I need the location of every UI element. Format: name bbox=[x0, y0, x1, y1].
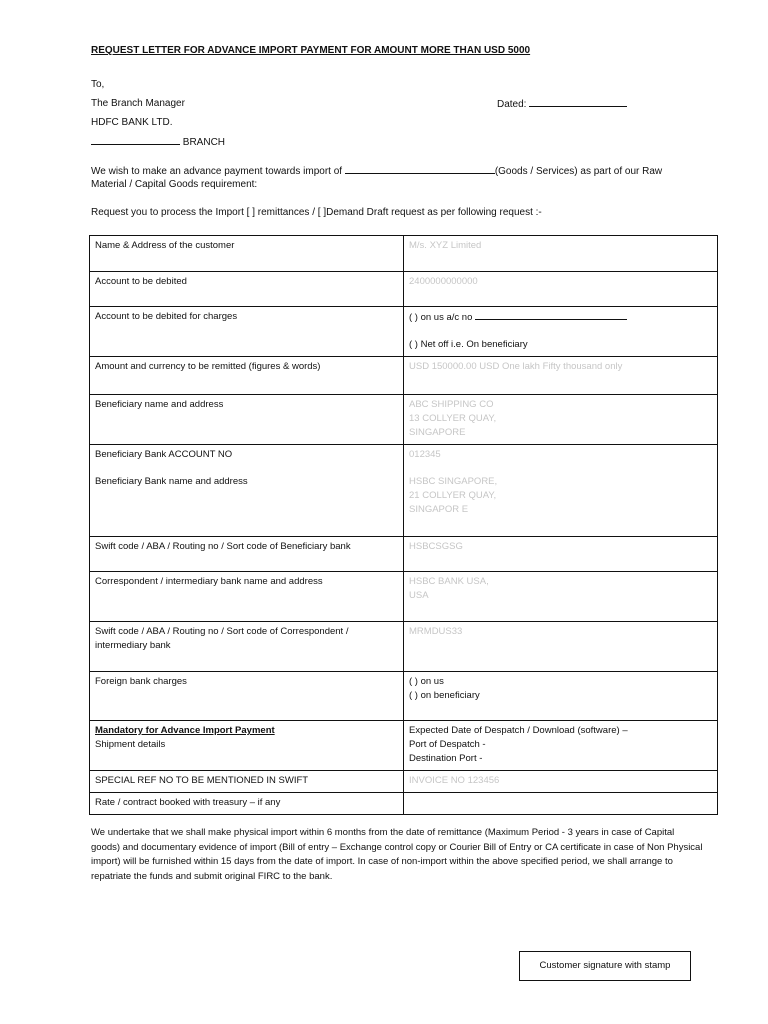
intro-text: We wish to make an advance payment towards import of bbox=[91, 166, 343, 177]
table-row bbox=[90, 445, 718, 537]
cell-label: Account to be debited for charges bbox=[90, 307, 404, 357]
request-line: Request you to process the Import [ ] remittances / [ ]Demand Draft request as per following request :- bbox=[91, 207, 542, 218]
port-despatch-label: Port of Despatch - bbox=[409, 739, 486, 750]
table-row bbox=[90, 622, 718, 672]
cell-value: HSBC BANK USA, bbox=[409, 576, 489, 587]
swift-ben-value[interactable] bbox=[404, 537, 718, 572]
table-row bbox=[90, 395, 718, 445]
rate-value[interactable] bbox=[404, 793, 718, 815]
table-row bbox=[90, 537, 718, 572]
dated-field[interactable] bbox=[497, 97, 627, 112]
cell-value: INVOICE NO 123456 bbox=[409, 775, 500, 786]
table-row bbox=[90, 721, 718, 771]
cell-value: 21 COLLYER QUAY, bbox=[409, 490, 497, 501]
despatch-date-label: Expected Date of Despatch / Download (software) – bbox=[409, 725, 628, 736]
cell-label bbox=[90, 721, 404, 771]
signature-label: Customer signature with stamp bbox=[539, 959, 671, 971]
table-row bbox=[90, 272, 718, 307]
cell-label: SPECIAL REF NO TO BE MENTIONED IN SWIFT bbox=[90, 771, 404, 793]
customer-value[interactable] bbox=[404, 236, 718, 272]
branch-blank[interactable] bbox=[91, 135, 180, 145]
cell-label: Swift code / ABA / Routing no / Sort code of Beneficiary bank bbox=[90, 537, 404, 572]
cell-value: 13 COLLYER QUAY, bbox=[409, 413, 497, 424]
cell-value: HSBCSGSG bbox=[409, 541, 463, 552]
cell-value: SINGAPORE bbox=[409, 427, 466, 438]
page-title: REQUEST LETTER FOR ADVANCE IMPORT PAYMENT FOR AMOUNT MORE THAN USD 5000 bbox=[91, 45, 531, 56]
swift-corr-value[interactable] bbox=[404, 622, 718, 672]
destination-port-label: Destination Port - bbox=[409, 753, 483, 764]
address-bank: HDFC BANK LTD. bbox=[91, 117, 173, 128]
cell-label: Amount and currency to be remitted (figures & words) bbox=[90, 357, 404, 395]
cell-label: Name & Address of the customer bbox=[90, 236, 404, 272]
request-table bbox=[89, 235, 718, 815]
ben-bank-value[interactable] bbox=[404, 445, 718, 537]
table-row bbox=[90, 771, 718, 793]
cell-value: SINGAPOR E bbox=[409, 504, 469, 515]
charges-option-net-off[interactable]: ( ) Net off i.e. On beneficiary bbox=[409, 339, 528, 350]
foreign-option-on-beneficiary[interactable]: ( ) on beneficiary bbox=[409, 690, 480, 701]
table-row bbox=[90, 572, 718, 622]
dated-label: Dated: bbox=[497, 99, 527, 110]
cell-value: USD 150000.00 USD One lakh Fifty thousand only bbox=[409, 361, 623, 372]
cell-value: 012345 bbox=[409, 449, 441, 460]
ben-acc-label: Beneficiary Bank ACCOUNT NO bbox=[95, 449, 233, 460]
dated-blank[interactable] bbox=[529, 97, 627, 107]
cell-label bbox=[90, 445, 404, 537]
foreign-charges-value[interactable] bbox=[404, 672, 718, 721]
special-ref-value[interactable] bbox=[404, 771, 718, 793]
cell-label: Account to be debited bbox=[90, 272, 404, 307]
cell-label: Beneficiary name and address bbox=[90, 395, 404, 445]
corr-value[interactable] bbox=[404, 572, 718, 622]
intro-line-1 bbox=[91, 164, 662, 179]
cell-value: 2400000000000 bbox=[409, 276, 478, 287]
intro-line-2: Material / Capital Goods requirement: bbox=[91, 179, 258, 190]
amount-value[interactable] bbox=[404, 357, 718, 395]
goods-blank[interactable] bbox=[345, 164, 495, 174]
cell-value: M/s. XYZ Limited bbox=[409, 240, 482, 251]
ben-bank-label: Beneficiary Bank name and address bbox=[95, 476, 248, 487]
charges-value[interactable] bbox=[404, 307, 718, 357]
table-row bbox=[90, 357, 718, 395]
table-row bbox=[90, 793, 718, 815]
intro-text-tail: (Goods / Services) as part of our Raw bbox=[494, 166, 663, 177]
cell-label: Rate / contract booked with treasury – if any bbox=[90, 793, 404, 815]
cell-value: USA bbox=[409, 590, 429, 601]
cell-value: MRMDUS33 bbox=[409, 626, 463, 637]
cell-label: Correspondent / intermediary bank name and address bbox=[90, 572, 404, 622]
beneficiary-value[interactable] bbox=[404, 395, 718, 445]
cell-label: Foreign bank charges bbox=[90, 672, 404, 721]
branch-field[interactable] bbox=[91, 135, 225, 150]
charges-option-on-us[interactable] bbox=[409, 310, 712, 325]
foreign-option-on-us[interactable]: ( ) on us bbox=[409, 676, 444, 687]
shipment-value[interactable] bbox=[404, 721, 718, 771]
address-to: To, bbox=[91, 79, 105, 90]
branch-label: BRANCH bbox=[182, 137, 226, 148]
signature-box[interactable] bbox=[519, 951, 691, 981]
mandatory-label: Mandatory for Advance Import Payment bbox=[95, 725, 275, 736]
table-row bbox=[90, 236, 718, 272]
charges-account-blank[interactable] bbox=[475, 310, 627, 320]
address-manager: The Branch Manager bbox=[91, 98, 185, 109]
table-row bbox=[90, 672, 718, 721]
debit-value[interactable] bbox=[404, 272, 718, 307]
cell-value: HSBC SINGAPORE, bbox=[409, 476, 498, 487]
option-label: ( ) on us a/c no bbox=[409, 312, 473, 323]
shipment-label: Shipment details bbox=[95, 739, 166, 750]
cell-value: ABC SHIPPING CO bbox=[409, 399, 494, 410]
undertaking-paragraph: We undertake that we shall make physical import within 6 months from the date of remittance (Maximum Period - 3 years in case of Capital goods) and documentary evidence of import (Bill of entry – Exchange control copy or Courier Bill of Entry or CA certificate in case of Non Physical import) will be furnished within 15 days from the date of import. In case of non-import within the above specified period, we shall arrange to repatriate the funds and submit original FIRC to the bank. bbox=[91, 827, 703, 882]
cell-label: Swift code / ABA / Routing no / Sort code of Correspondent / intermediary bank bbox=[90, 622, 404, 672]
table-row bbox=[90, 307, 718, 357]
